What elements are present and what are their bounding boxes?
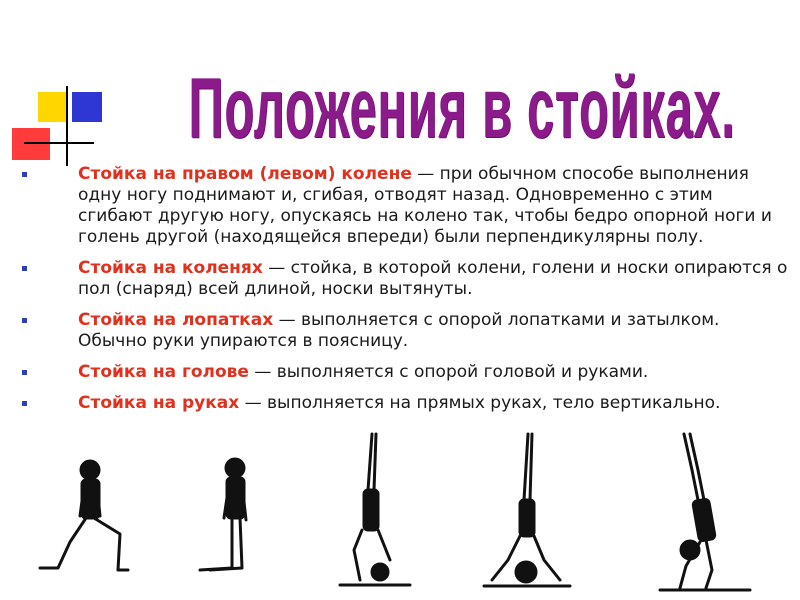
list-item	[18, 393, 788, 414]
list-item	[18, 362, 788, 383]
bullet-icon	[22, 318, 27, 323]
blue-square	[72, 92, 102, 122]
vertical-line	[66, 86, 68, 166]
figures-row	[20, 430, 790, 600]
list-item	[18, 164, 788, 248]
definition-list	[18, 164, 788, 424]
item-term: Стойка на руках	[78, 393, 240, 413]
bullet-icon	[22, 401, 27, 406]
item-text: — при обычном способе выполнения одну ногу поднимают и, сгибая, отводят назад. Одновременно с этим сгибают другую ногу, опускаясь на колено так, чтобы бедро опорной ноги и голень другой (находящейся впереди) были перпендикулярны полу.	[78, 164, 772, 247]
item-term: Стойка на лопатках	[78, 310, 274, 330]
item-term: Стойка на коленях	[78, 258, 263, 278]
bullet-icon	[22, 370, 27, 375]
item-text: — стойка, в которой колени, голени и носки опираются о пол (снаряд) всей длиной, носки вытянуты.	[78, 258, 788, 299]
horizontal-line	[24, 142, 94, 144]
headstand-figure	[470, 430, 590, 600]
list-item	[18, 310, 788, 352]
bullet-icon	[22, 266, 27, 271]
handstand-figure	[640, 430, 770, 600]
shoulder-stand-figure	[320, 430, 430, 600]
item-text: — выполняется с опорой лопатками и затылком. Обычно руки упираются в поясницу.	[78, 310, 720, 351]
red-square	[12, 128, 50, 160]
bullet-icon	[22, 172, 27, 177]
item-text: — выполняется на прямых руках, тело вертикально.	[239, 393, 721, 413]
list-item	[18, 258, 788, 300]
item-text: — выполняется с опорой головой и руками.	[248, 362, 649, 382]
page-title: Положения в стойках.	[188, 58, 736, 156]
item-term: Стойка на голове	[78, 362, 249, 382]
kneel-both-knees-figure	[180, 430, 300, 600]
yellow-square	[38, 92, 68, 122]
kneel-one-knee-figure	[30, 430, 170, 600]
item-term: Стойка на правом (левом) колене	[78, 164, 412, 184]
